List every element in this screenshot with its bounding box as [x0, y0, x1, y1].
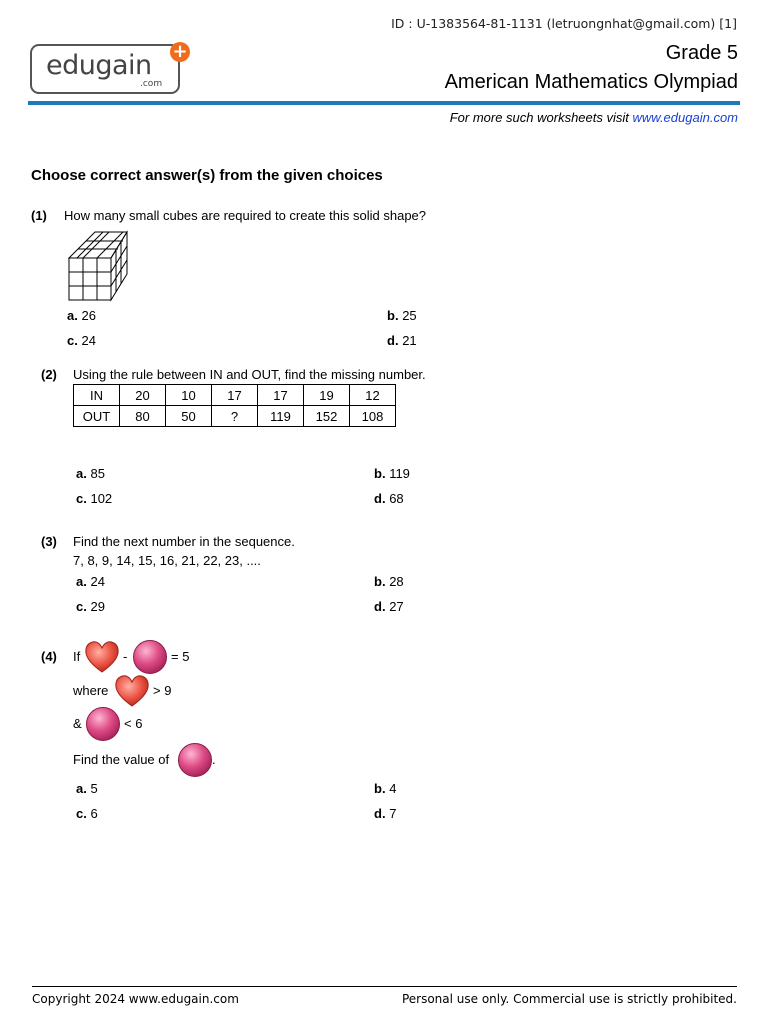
- table-cell: 10: [166, 385, 212, 406]
- option-letter: d.: [387, 333, 399, 348]
- option-letter: d.: [374, 806, 386, 821]
- option-value: 5: [90, 781, 98, 796]
- option-value: 7: [389, 806, 397, 821]
- option-value: 68: [389, 491, 404, 506]
- instructions: Choose correct answer(s) from the given choices: [31, 167, 383, 184]
- edugain-link[interactable]: www.edugain.com: [632, 110, 738, 125]
- question-1-text: How many small cubes are required to create this solid shape?: [64, 208, 427, 223]
- q4-option-a[interactable]: [76, 781, 98, 796]
- table-row-out: [74, 406, 396, 427]
- in-out-table: [73, 384, 396, 427]
- option-letter: b.: [374, 574, 386, 589]
- option-letter: a.: [76, 466, 87, 481]
- option-letter: a.: [76, 781, 87, 796]
- q4-minus: -: [123, 649, 128, 664]
- plus-icon: +: [170, 42, 190, 62]
- option-value: 26: [81, 308, 96, 323]
- q3-option-d[interactable]: [374, 599, 404, 614]
- heart-icon: [84, 640, 120, 674]
- table-cell: 19: [304, 385, 350, 406]
- footer-copyright: Copyright 2024 www.edugain.com: [32, 992, 239, 1006]
- ball-icon: [84, 706, 122, 742]
- grade-title: Grade 5: [665, 42, 738, 64]
- q2-option-d[interactable]: [374, 491, 404, 506]
- table-cell: 108: [350, 406, 396, 427]
- option-value: 6: [90, 806, 98, 821]
- option-letter: d.: [374, 491, 386, 506]
- option-letter: a.: [76, 574, 87, 589]
- more-prefix: For more such worksheets visit: [449, 110, 633, 125]
- option-value: 24: [90, 574, 105, 589]
- table-cell: 17: [258, 385, 304, 406]
- option-value: 85: [90, 466, 105, 481]
- edugain-logo[interactable]: [30, 41, 188, 94]
- option-value: 24: [81, 333, 96, 348]
- table-cell: 12: [350, 385, 396, 406]
- q4-where-label: where: [73, 683, 109, 698]
- q4-option-b[interactable]: [374, 781, 396, 796]
- q4-less-than: < 6: [124, 716, 143, 731]
- q3-option-b[interactable]: [374, 574, 404, 589]
- q2-option-c[interactable]: [76, 491, 112, 506]
- table-cell: 17: [212, 385, 258, 406]
- logo-text: edugain: [46, 50, 152, 81]
- q4-greater-than: > 9: [153, 683, 172, 698]
- option-letter: c.: [76, 806, 87, 821]
- q4-equals: = 5: [171, 649, 190, 664]
- option-letter: c.: [76, 599, 87, 614]
- q2-option-a[interactable]: [76, 466, 105, 481]
- subject-title: American Mathematics Olympiad: [444, 71, 738, 93]
- option-value: 27: [389, 599, 404, 614]
- q4-if-label: If: [73, 649, 81, 664]
- table-cell: 119: [258, 406, 304, 427]
- question-1-number: (1): [31, 208, 47, 223]
- table-cell: OUT: [74, 406, 120, 427]
- q3-option-c[interactable]: [76, 599, 105, 614]
- question-3-text: Find the next number in the sequence.: [73, 534, 295, 549]
- q4-period: .: [212, 752, 216, 767]
- question-3-number: (3): [41, 534, 57, 549]
- table-cell: 152: [304, 406, 350, 427]
- option-value: 102: [90, 491, 113, 506]
- cube-solid-figure: [66, 229, 132, 303]
- table-cell: IN: [74, 385, 120, 406]
- q4-option-d[interactable]: [374, 806, 396, 821]
- worksheet-id: ID : U-1383564-81-1131 (letruongnhat@gmail.com) [1]: [391, 16, 737, 31]
- q2-option-b[interactable]: [374, 466, 410, 481]
- option-value: 25: [402, 308, 417, 323]
- option-letter: a.: [67, 308, 78, 323]
- q3-option-a[interactable]: [76, 574, 105, 589]
- q1-option-d[interactable]: [387, 333, 417, 348]
- option-letter: b.: [374, 781, 386, 796]
- option-letter: b.: [387, 308, 399, 323]
- table-cell: 50: [166, 406, 212, 427]
- more-worksheets: [450, 110, 738, 125]
- logo-sub: .com: [140, 79, 163, 89]
- q4-find-label: Find the value of: [73, 752, 170, 767]
- ball-icon: [176, 742, 214, 778]
- option-value: 28: [389, 574, 404, 589]
- q4-ampersand: &: [73, 716, 82, 731]
- ball-icon: [131, 639, 169, 675]
- option-letter: c.: [76, 491, 87, 506]
- question-3-sequence: 7, 8, 9, 14, 15, 16, 21, 22, 23, ....: [73, 553, 261, 568]
- option-letter: d.: [374, 599, 386, 614]
- footer-notice: Personal use only. Commercial use is strictly prohibited.: [401, 992, 737, 1006]
- header-divider: [28, 101, 740, 105]
- q1-option-b[interactable]: [387, 308, 417, 323]
- question-2-text: Using the rule between IN and OUT, find the missing number.: [73, 367, 426, 382]
- q1-option-c[interactable]: [67, 333, 96, 348]
- option-value: 119: [389, 466, 410, 481]
- option-letter: c.: [67, 333, 78, 348]
- footer-divider: [32, 986, 737, 987]
- table-cell: ?: [212, 406, 258, 427]
- table-cell: 20: [120, 385, 166, 406]
- q4-option-c[interactable]: [76, 806, 98, 821]
- option-value: 29: [90, 599, 105, 614]
- table-cell: 80: [120, 406, 166, 427]
- table-row-in: [74, 385, 396, 406]
- q1-option-a[interactable]: [67, 308, 96, 323]
- option-value: 21: [402, 333, 417, 348]
- question-2-number: (2): [41, 367, 57, 382]
- option-letter: b.: [374, 466, 386, 481]
- option-value: 4: [389, 781, 397, 796]
- question-4-number: (4): [41, 649, 57, 664]
- heart-icon: [114, 674, 150, 708]
